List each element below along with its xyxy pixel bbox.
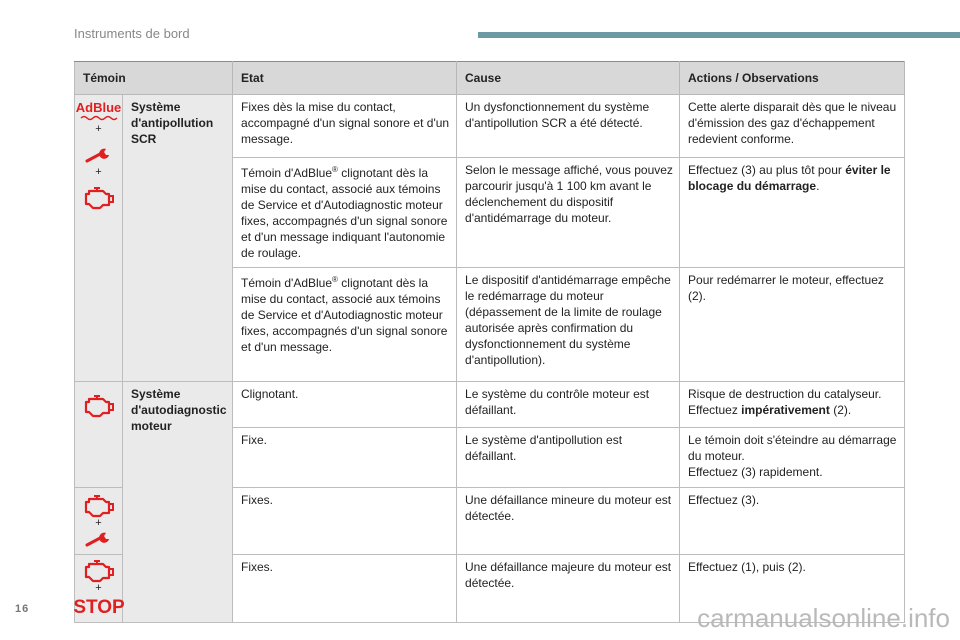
page-header: Instruments de bord bbox=[74, 26, 190, 41]
action-cell: Le témoin doit s'éteindre au démarrage du moteur. Effectuez (3) rapidement. bbox=[680, 428, 905, 488]
wrench-icon bbox=[85, 531, 113, 547]
table-row bbox=[75, 95, 905, 158]
etat-cell: Fixe. bbox=[233, 428, 457, 488]
header-actions: Actions / Observations bbox=[680, 62, 905, 95]
plus-sign: + bbox=[95, 123, 102, 135]
cause-cell: Selon le message affiché, vous pouvez parcourir jusqu'à 1 100 km avant le déclenchement du dispositif d'antidémarrage du moteur. bbox=[457, 158, 680, 268]
etat-cell: Fixes. bbox=[233, 555, 457, 623]
system-autodiag: Système d'autodiagnostic moteur bbox=[123, 382, 233, 623]
engine-check-icon bbox=[83, 394, 115, 418]
etat-cell: Fixes dès la mise du contact, accompagné d'un signal sonore et d'un message. bbox=[233, 95, 457, 158]
plus-sign: + bbox=[95, 517, 102, 529]
cause-cell: Une défaillance majeure du moteur est détectée. bbox=[457, 555, 680, 623]
header-etat: Etat bbox=[233, 62, 457, 95]
action-cell: Effectuez (1), puis (2). bbox=[680, 555, 905, 623]
watermark: carmanualsonline.info bbox=[697, 603, 950, 633]
engine-check-icon bbox=[83, 494, 115, 518]
wrench-icon bbox=[85, 147, 113, 163]
plus-sign: + bbox=[95, 582, 102, 594]
icons-cell-minor bbox=[75, 488, 123, 555]
plus-sign: + bbox=[95, 166, 102, 178]
system-scr: Système d'antipollution SCR bbox=[123, 95, 233, 382]
engine-check-icon bbox=[83, 559, 115, 583]
stop-icon bbox=[72, 596, 125, 618]
cause-cell: Le système d'antipollution est défaillant. bbox=[457, 428, 680, 488]
adblue-icon: AdBlue bbox=[75, 100, 122, 115]
action-cell: Pour redémarrer le moteur, effectuez (2). bbox=[680, 268, 905, 382]
warning-lights-table bbox=[74, 61, 905, 623]
cause-cell: Le système du contrôle moteur est défaillant. bbox=[457, 382, 680, 428]
svg-text:STOP: STOP bbox=[72, 597, 125, 618]
etat-cell: Témoin d'AdBlue® clignotant dès la mise du contact, associé aux témoins de Service et d'Autodiagnostic moteur fixes, accompagnés d'un signal sonore et d'un message. bbox=[233, 268, 457, 382]
cause-cell: Une défaillance mineure du moteur est détectée. bbox=[457, 488, 680, 555]
action-cell: Cette alerte disparait dès que le niveau d'émission des gaz d'échappement redevient conforme. bbox=[680, 95, 905, 158]
action-cell: Effectuez (3). bbox=[680, 488, 905, 555]
etat-cell: Clignotant. bbox=[233, 382, 457, 428]
adblue-wave-icon bbox=[80, 115, 118, 120]
header-cause: Cause bbox=[457, 62, 680, 95]
table-row bbox=[75, 382, 905, 428]
etat-cell: Témoin d'AdBlue® clignotant dès la mise du contact, associé aux témoins de Service et d'Autodiagnostic moteur fixes, accompagnés d'un signal sonore et d'un message indiquant l'autonomie de roulage. bbox=[233, 158, 457, 268]
icons-cell-scr bbox=[75, 95, 123, 382]
icons-cell-engine bbox=[75, 382, 123, 488]
page-number: 16 bbox=[15, 603, 30, 615]
etat-cell: Fixes. bbox=[233, 488, 457, 555]
cause-cell: Un dysfonctionnement du système d'antipollution SCR a été détecté. bbox=[457, 95, 680, 158]
engine-check-icon bbox=[83, 186, 115, 210]
action-cell: Effectuez (3) au plus tôt pour éviter le blocage du démarrage. bbox=[680, 158, 905, 268]
icons-cell-major bbox=[72, 555, 125, 623]
header-temoin: Témoin bbox=[75, 62, 233, 95]
table-header-row bbox=[75, 62, 905, 95]
cause-cell: Le dispositif d'antidémarrage empêche le redémarrage du moteur (dépassement de la limite de roulage autorisée après confirmation du dysfonctionnement du système d'antipollution). bbox=[457, 268, 680, 382]
action-cell: Risque de destruction du catalyseur. Effectuez impérativement (2). bbox=[680, 382, 905, 428]
header-bar bbox=[478, 32, 960, 38]
